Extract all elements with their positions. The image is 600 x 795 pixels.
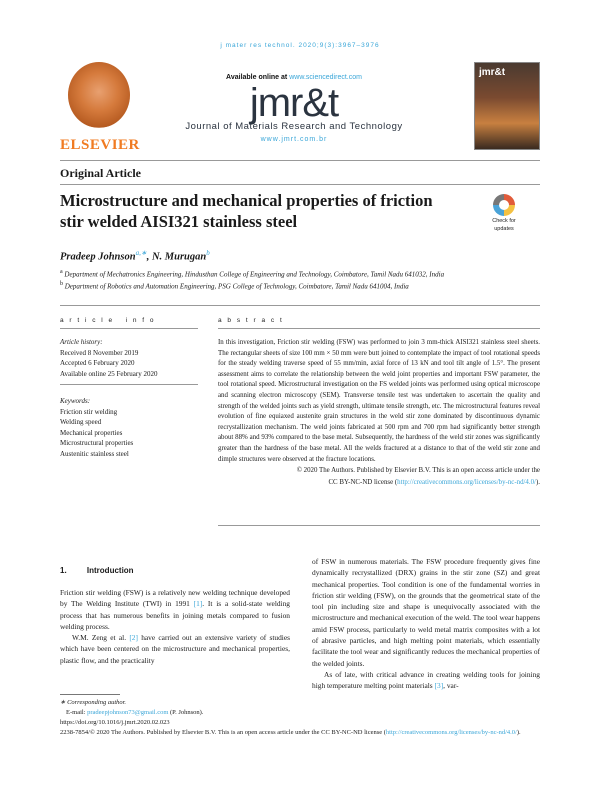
journal-masthead [144, 58, 444, 143]
divider [218, 525, 540, 526]
divider [60, 328, 198, 329]
abstract-text: In this investigation, Friction stir welding (FSW) was performed to join 3 mm-thick AISI321 stainless steel sheets. The rectangular sheets of size 100 mm × 50 mm were butt joined to contemplate the impact of tool rotational speeds for the steady welding traverse speed of 55 mm/min, axial force of 13 kN and tool tilt angle of 1.5°. The present assessment aims to correlate the relationship between the weld joint properties and important FSW parameter, the tool rotational speed. Microstructural investigation on the FS welded joints was performed using optical microscope and scanning electron microscopy (SEM). Transverse tensile test was undertaken to ascertain the quality and strength of the welded joints such as yield strength, ultimate tensile strength, etc. The microstructural features reveal evolution of fine equiaxed austenite grain structures in the weld stir zone dominated by discontinuous dynamic recrystallization mechanism. The weld joints fabricated at 500 rpm and 700 rpm had significantly better strength about 88% and 93% compared to the base metal. Subsequently, the hardness of the weld stir zones was significantly greater than the hardness of the base metal. All the welds fractured at a distance to that of the weld stir zone and dimple structures were observed at the fracture locations. [218, 339, 540, 463]
crossmark-icon [493, 194, 515, 216]
section-title: Introduction [86, 566, 134, 575]
history-label: Article history: [60, 338, 103, 346]
author-separator: , [146, 251, 150, 263]
divider [60, 305, 540, 306]
check-for-updates-badge[interactable] [482, 194, 526, 232]
citation-link[interactable]: [2] [129, 633, 138, 643]
badge-line2: updates [494, 226, 514, 232]
article-history [60, 337, 157, 379]
article-info-heading: a r t i c l e i n f o [60, 317, 156, 324]
author-name[interactable]: Pradeep Johnson [60, 251, 136, 263]
article-title: Microstructure and mechanical properties of friction stir welded AISI321 stainless steel [60, 191, 433, 231]
email-line [66, 708, 546, 718]
paragraph [60, 632, 290, 666]
paragraph [60, 587, 290, 632]
affiliation-sup: b [60, 281, 63, 287]
author-name[interactable]: N. Murugan [151, 251, 207, 263]
badge-line1: Check for [492, 218, 516, 224]
doi-link[interactable]: https://doi.org/10.1016/j.jmrt.2020.02.023 [60, 719, 170, 726]
section-number: 1. [60, 566, 67, 575]
paragraph-text: W.M. Zeng et al. [72, 633, 130, 643]
email-link[interactable]: pradeepjohnson73@gmail.com [87, 709, 169, 716]
affiliation-text: Department of Robotics and Automation Engineering, PSG College of Technology, Coimbatore, Tamil Nadu 641004, India [64, 282, 409, 291]
journal-logo: jmr&t [249, 81, 339, 125]
divider [60, 184, 540, 185]
paragraph-text: Friction stir welding (FSW) is a relatively new welding technique developed by The Welding Institute (TWI) in 1991 [60, 588, 290, 609]
corresponding-note: ∗ Corresponding author. [60, 699, 127, 706]
divider [218, 328, 540, 329]
paragraph-text: , var- [443, 681, 459, 691]
email-label: E-mail: [66, 709, 88, 716]
affiliation [60, 269, 444, 278]
available-online [144, 74, 444, 81]
issn-end: ). [516, 729, 521, 736]
journal-cover-image[interactable] [474, 62, 540, 150]
author-sup[interactable]: b [206, 249, 210, 257]
article-type: Original Article [60, 166, 141, 180]
history-item: Received 8 November 2019 [60, 348, 139, 357]
paragraph: of FSW in numerous materials. The FSW procedure frequently gives fine dynamically recrystallized (DRX) grains in the stir zone (SZ) and great mechanical properties. Tool condition is one of the fundamental worries in friction stir welding (FSW), on the grounds that the geometrical state of the tool pin including size and shape is unequivocally associated with the microstructure and mechanical execution of the weld. The tool wear happens amid FSW process, particularly to weld metal matrix composites with a lot of abrasive particles, and high melting point materials, which essentially facilitate the tool wear and significantly reduces the mechanical properties of the welded joints. [312, 557, 540, 668]
section-heading [60, 566, 134, 575]
right-column [312, 556, 540, 692]
license-line [218, 478, 540, 489]
keyword: Friction stir welding [60, 407, 118, 416]
keyword: Microstructural properties [60, 439, 134, 447]
keywords [60, 396, 133, 459]
citation-link[interactable]: [3] [434, 681, 444, 691]
paragraph [312, 669, 540, 692]
divider [60, 160, 540, 161]
license-line: © 2020 The Authors. Published by Elsevier B.V. This is an open access article under the [296, 467, 540, 475]
elsevier-tree-icon [68, 62, 130, 128]
paragraph-text: have carried out an extensive variety of studies which have been centered on the microstructure and mechanical properties, plastic flow, and the practicality [60, 633, 291, 665]
affiliation-text: Department of Mechatronics Engineering, Hindusthan College of Engineering and Technology, Coimbatore, Tamil Nadu 641032, India [64, 270, 445, 279]
keyword: Austenitic stainless steel [60, 449, 129, 458]
issn-line [60, 728, 540, 738]
affiliation-sup: a [60, 269, 63, 275]
journal-url[interactable]: www.jmrt.com.br [260, 136, 328, 143]
keyword: Mechanical properties [60, 428, 123, 437]
abstract-heading: a b s t r a c t [218, 317, 284, 324]
history-item: Available online 25 February 2020 [60, 369, 158, 378]
footnote-rule [60, 694, 120, 695]
journal-name: Journal of Materials Research and Technology [185, 121, 403, 132]
journal-header [60, 58, 540, 156]
history-item: Accepted 6 February 2020 [60, 359, 135, 367]
citation-link[interactable]: [1] [193, 599, 203, 609]
author-list [60, 249, 210, 263]
license-suffix: ). [535, 478, 540, 486]
publisher-name: ELSEVIER [60, 137, 140, 153]
available-label: Available online at [226, 74, 288, 81]
left-column [60, 587, 290, 666]
issn-license-link[interactable]: http://creativecommons.org/licenses/by-nc-nd/4.0/ [385, 729, 517, 736]
sciencedirect-link[interactable]: www.sciencedirect.com [289, 74, 362, 81]
author-sup[interactable]: a,∗ [135, 249, 147, 257]
cover-title: jmr&t [479, 67, 506, 78]
issn-text: 2238-7854/© 2020 The Authors. Published by Elsevier B.V. This is an open access article under the CC BY-NC-ND license ( [60, 729, 386, 736]
license-prefix: CC BY-NC-ND license ( [328, 478, 398, 486]
divider [60, 384, 198, 385]
elsevier-logo[interactable] [60, 58, 138, 154]
affiliation [60, 281, 409, 290]
email-owner: (P. Johnson). [168, 709, 204, 716]
running-head: j mater res technol. 2020;9(3):3967–3976 [220, 42, 380, 49]
paragraph-text: . It is a solid-state welding process that has numerous benefits in joining metals compared to fusion welding process. [60, 599, 291, 631]
paragraph-text: As of late, with critical advance in creating welding tools for joining high temperature melting point materials [312, 669, 540, 691]
abstract [218, 338, 540, 488]
keyword: Welding speed [60, 418, 102, 426]
keywords-label: Keywords: [60, 397, 91, 405]
license-link[interactable]: http://creativecommons.org/licenses/by-nc-nd/4.0/ [397, 478, 536, 486]
